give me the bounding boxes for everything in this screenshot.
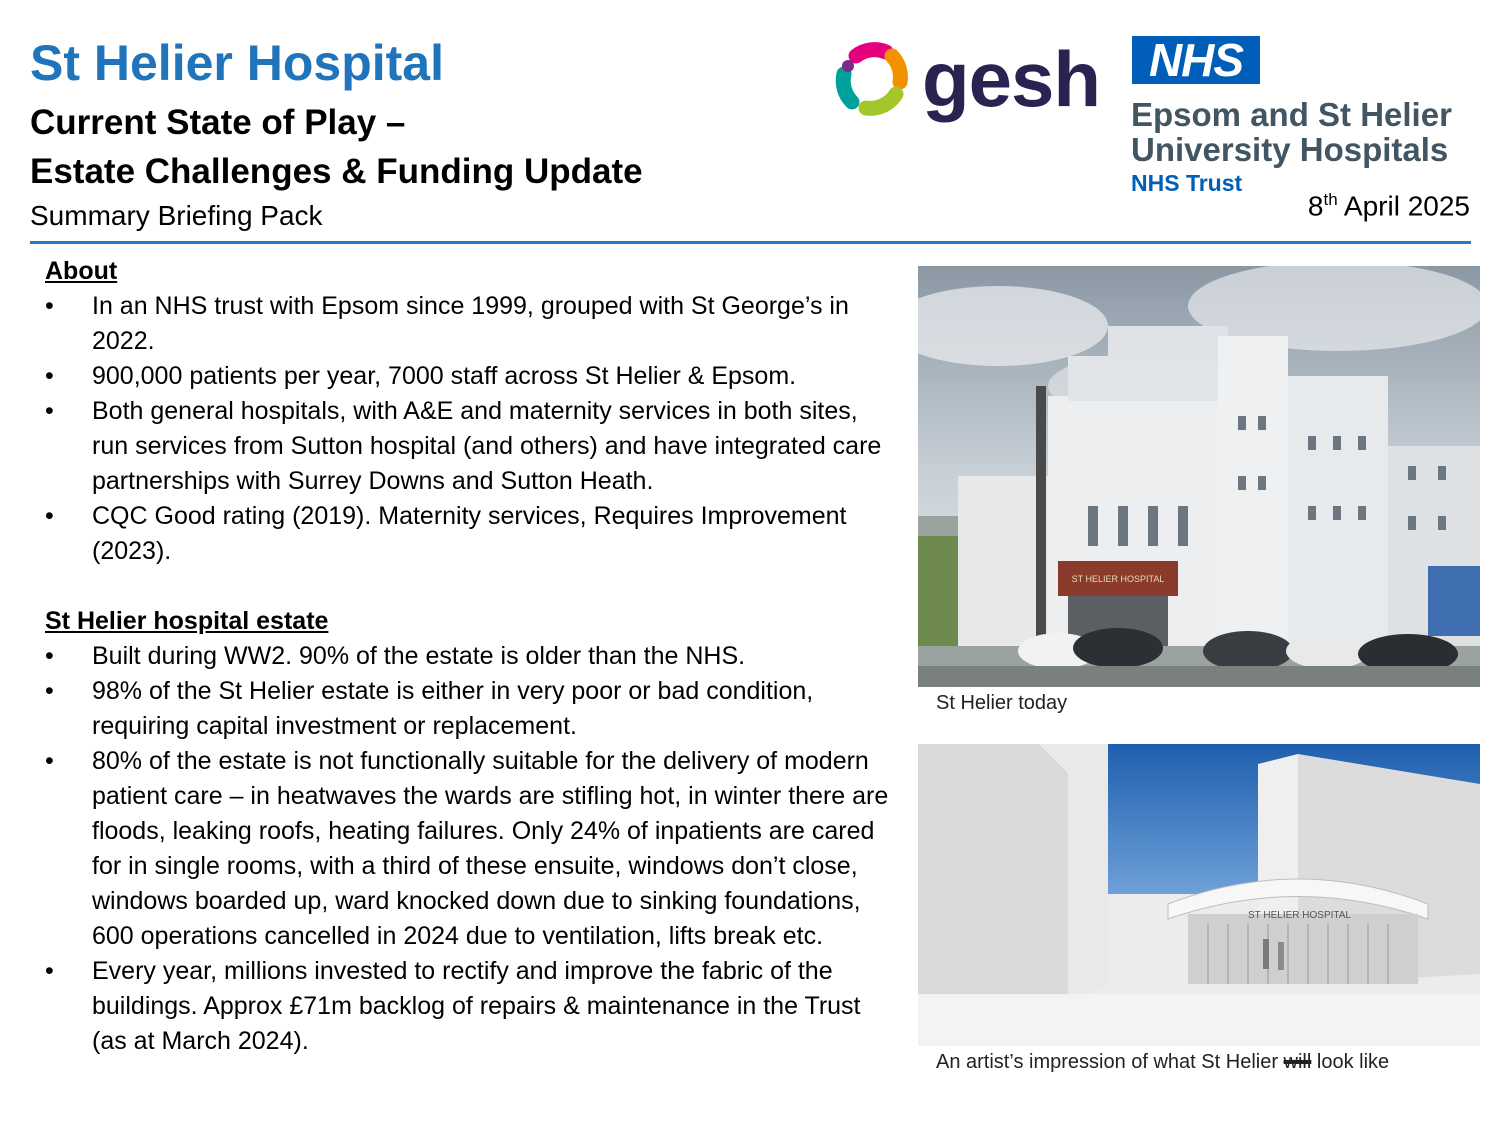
trust-name-line-2: University Hospitals [1131,131,1449,168]
render-building-sign: ST HELIER HOSPITAL [1248,910,1351,921]
date-month-year: April 2025 [1337,190,1470,222]
subtitle-line-1: Current State of Play – [30,103,406,142]
caption-text-start: An artist’s impression of what St Helier [936,1051,1284,1073]
gesh-logo [826,34,1106,124]
nhs-badge: NHS [1132,36,1260,84]
gesh-wordmark: gesh [922,35,1101,123]
about-bullet: • Both general hospitals, with A&E and maternity services in both sites, run services from Sutton hospital (and others) and have integrated care partnerships with Surrey Downs and Sutton Heath. [45,394,895,499]
section-spacer [45,569,895,604]
caption-text-end: look like [1311,1051,1390,1073]
st-helier-today-photo [918,266,1480,687]
artist-impression-image [918,744,1480,1046]
briefing-date [1308,190,1470,222]
briefing-pack-label: Summary Briefing Pack [30,200,323,231]
estate-bullet: • Every year, millions invested to rectify and improve the fabric of the buildings. Approx £71m backlog of repairs & maintenance in the Trust (as at March 2024). [45,954,895,1059]
estate-bullet: • 98% of the St Helier estate is either in very poor or bad condition, requiring capital investment or replacement. [45,674,895,744]
subtitle-line-2: Estate Challenges & Funding Update [30,152,643,191]
header-divider [30,241,1471,244]
about-bullet: • In an NHS trust with Epsom since 1999, grouped with St George’s in 2022. [45,289,895,359]
nhs-trust-label: NHS Trust [1131,170,1243,196]
caption-struck-word: will [1283,1051,1312,1073]
date-suffix: th [1323,190,1338,209]
estate-bullet: • Built during WW2. 90% of the estate is older than the NHS. [45,639,895,674]
artist-impression-caption [936,1051,1389,1074]
gesh-ring-icon [826,34,916,124]
briefing-content [45,254,895,1059]
about-bullet: • CQC Good rating (2019). Maternity services, Requires Improvement (2023). [45,499,895,569]
date-day: 8 [1307,190,1324,222]
page-title: St Helier Hospital [30,35,444,91]
about-list [45,289,895,569]
estate-bullet: • 80% of the estate is not functionally suitable for the delivery of modern patient care – in heatwaves the wards are stifling hot, in winter there are floods, leaking roofs, heating failures. Only 24% of inpatients are cared for in single rooms, with a third of these ensuite, windows don’t close, windows boarded up, ward knocked down due to sinking foundations, 600 operations cancelled in 2024 due to ventilation, lifts break etc. [45,744,895,954]
photo-building-sign: ST HELIER HOSPITAL [1071,574,1165,584]
trust-name-line-1: Epsom and St Helier [1131,96,1452,133]
photo-caption-today: St Helier today [936,692,1068,714]
about-bullet: • 900,000 patients per year, 7000 staff across St Helier & Epsom. [45,359,895,394]
estate-heading: St Helier hospital estate [45,607,329,635]
about-heading: About [45,257,118,285]
estate-list [45,639,895,1059]
